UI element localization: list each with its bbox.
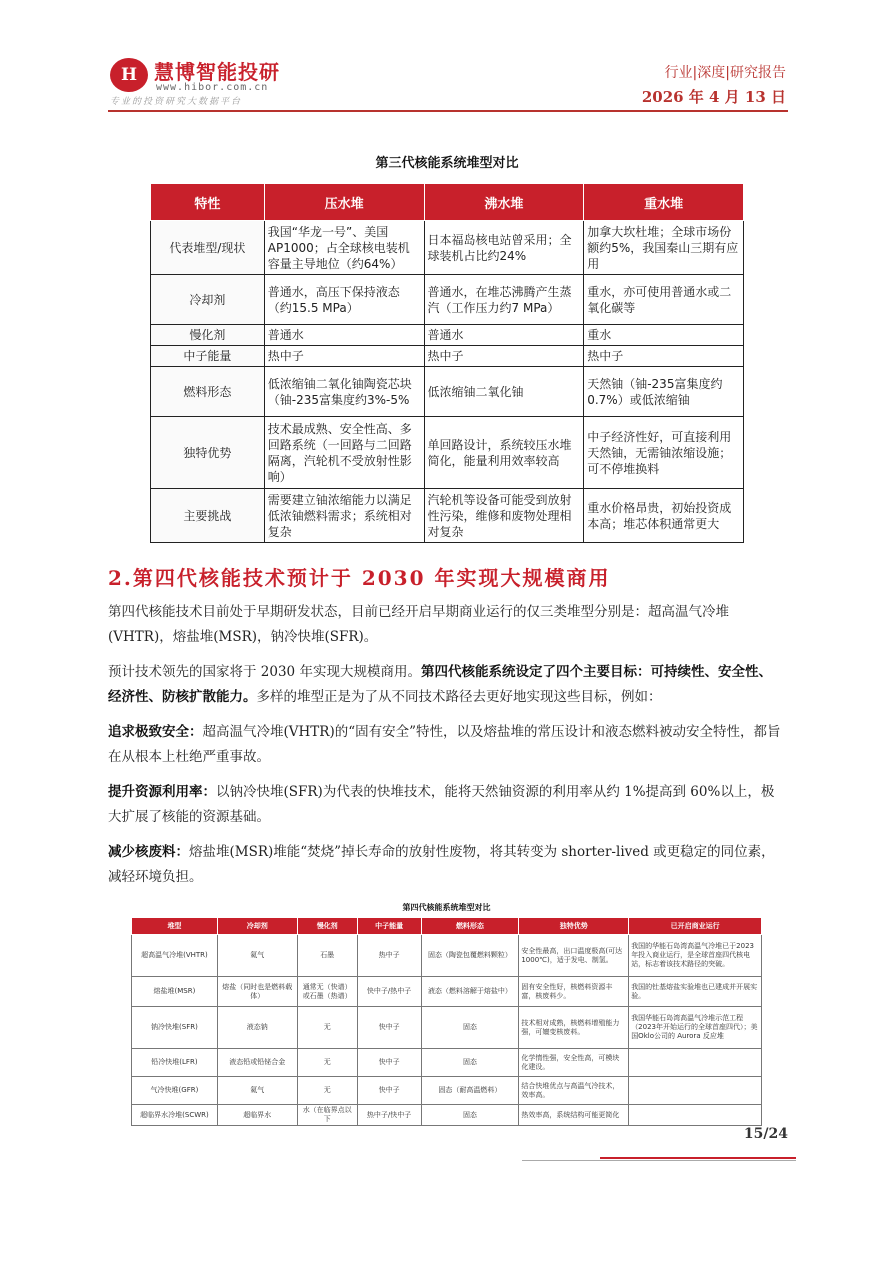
table-cell: 热中子/快中子: [357, 1105, 421, 1126]
table-cell: 无: [297, 1007, 357, 1049]
table-row: [132, 1007, 762, 1049]
table-cell: 结合快堆优点与高温气冷技术，效率高。: [519, 1077, 629, 1105]
table-cell: 铅冷快堆(LFR): [132, 1049, 218, 1077]
table-cell: 氦气: [217, 935, 297, 977]
table-header-row: [151, 184, 744, 221]
table-cell: 超临界水冷堆(SCWR): [132, 1105, 218, 1126]
table-header-cell: 独特优势: [519, 918, 629, 935]
footer-divider: [522, 1160, 796, 1161]
table-header-cell: 慢化剂: [297, 918, 357, 935]
paragraph-goals: [108, 660, 784, 710]
table-header-cell: 沸水堆: [424, 184, 584, 221]
table-row: [151, 275, 744, 325]
table-cell: [629, 1105, 762, 1126]
goals-lead: 预计技术领先的国家将于 2030 年实现大规模商用。: [108, 664, 421, 680]
table-row: [151, 367, 744, 417]
table-cell: 普通水: [264, 325, 424, 346]
table-cell: 液态钠: [217, 1007, 297, 1049]
table-row: [151, 417, 744, 489]
table-cell: 无: [297, 1077, 357, 1105]
table-header-cell: 冷却剂: [217, 918, 297, 935]
row-header-cell: 冷却剂: [151, 275, 265, 325]
table-cell: 快中子: [357, 1049, 421, 1077]
table-cell: 汽轮机等设备可能受到放射性污染，维修和废物处理相对复杂: [424, 489, 584, 543]
table-cell: 热中子: [424, 346, 584, 367]
table-cell: 天然铀（铀-235富集度约0.7%）或低浓缩铀: [584, 367, 744, 417]
table-header-cell: 已开启商业运行: [629, 918, 762, 935]
table-cell: 石墨: [297, 935, 357, 977]
goals-emphasis: 第四代核能系统设定了四个主要目标：可持续性、安全性、经济性、防核扩散能力。: [108, 664, 772, 705]
table-cell: 普通水，在堆芯沸腾产生蒸汽（工作压力约7 MPa）: [424, 275, 584, 325]
paragraph-safety: [108, 720, 784, 770]
table-cell: [629, 1077, 762, 1105]
table-cell: 水（在临界点以下: [297, 1105, 357, 1126]
table-cell: 固态: [421, 1049, 519, 1077]
row-header-cell: 中子能量: [151, 346, 265, 367]
logo: [110, 54, 300, 107]
paragraph-waste: [108, 840, 784, 890]
table-cell: 通常无（快谱）或石墨（热谱）: [297, 977, 357, 1007]
table-cell: 技术最成熟、安全性高、多回路系统（一回路与二回路隔离，汽轮机不受放射性影响）: [264, 417, 424, 489]
report-date: 2026 年 4 月 13 日: [641, 88, 786, 106]
footer-accent-line: [600, 1157, 796, 1159]
table-cell: 我国华能石岛湾高温气冷堆示范工程（2023年开始运行的全球首座四代）；美国Oklo公司的 Aurora 反应堆: [629, 1007, 762, 1049]
table-cell: 重水，亦可使用普通水或二氧化碳等: [584, 275, 744, 325]
row-header-cell: 慢化剂: [151, 325, 265, 346]
table-cell: 无: [297, 1049, 357, 1077]
table1-title: 第三代核能系统堆型对比: [375, 156, 519, 171]
table-cell: 安全性最高，出口温度极高(可达1000℃)，适于发电、制氢。: [519, 935, 629, 977]
header-divider: [108, 110, 788, 112]
table-header-cell: 中子能量: [357, 918, 421, 935]
table-cell: 固有安全性好，核燃料资源丰富，核废料少。: [519, 977, 629, 1007]
table-row: [151, 325, 744, 346]
table-cell: 需要建立铀浓缩能力以满足低浓铀燃料需求；系统相对复杂: [264, 489, 424, 543]
paragraph-resource: [108, 780, 784, 830]
table-header-cell: 堆型: [132, 918, 218, 935]
logo-url: www.hibor.com.cn: [156, 82, 269, 93]
table-cell: 固态: [421, 1007, 519, 1049]
table-cell: 气冷快堆(GFR): [132, 1077, 218, 1105]
table-cell: 加拿大坎杜堆；全球市场份额约5%，我国秦山三期有应用: [584, 221, 744, 275]
table-row: [151, 489, 744, 543]
table-cell: 超高温气冷堆(VHTR): [132, 935, 218, 977]
section-heading: 2.第四代核能技术预计于 2030 年实现大规模商用: [108, 566, 611, 590]
goals-tail: 多样的堆型正是为了从不同技术路径去更好地实现这些目标，例如：: [256, 689, 662, 705]
table-cell: 热中子: [357, 935, 421, 977]
table-cell: 普通水，高压下保持液态（约15.5 MPa）: [264, 275, 424, 325]
table-cell: 低浓缩铀二氧化铀: [424, 367, 584, 417]
table-row: [151, 221, 744, 275]
table-cell: 我国“华龙一号”、美国AP1000；占全球核电装机容量主导地位（约64%）: [264, 221, 424, 275]
table-cell: 钠冷快堆(SFR): [132, 1007, 218, 1049]
gen4-comparison-table: [131, 917, 762, 1126]
waste-label: 减少核废料：: [108, 844, 189, 860]
table-cell: 超临界水: [217, 1105, 297, 1126]
table-cell: 中子经济性好，可直接利用天然铀，无需铀浓缩设施；可不停堆换料: [584, 417, 744, 489]
table-header-cell: 重水堆: [584, 184, 744, 221]
table-row: [132, 1049, 762, 1077]
table-header-cell: 特性: [151, 184, 265, 221]
resource-text: 以钠冷快堆(SFR)为代表的快堆技术，能将天然铀资源的利用率从约 1%提高到 60%以上，极大扩展了核能的资源基础。: [108, 784, 775, 825]
table-cell: [629, 1049, 762, 1077]
table-cell: 日本福岛核电站曾采用；全球装机占比约24%: [424, 221, 584, 275]
table-cell: 化学惰性强，安全性高，可模块化建设。: [519, 1049, 629, 1077]
table-cell: 重水: [584, 325, 744, 346]
row-header-cell: 代表堆型/现状: [151, 221, 265, 275]
paragraph-intro: 第四代核能技术目前处于早期研发状态，目前已经开启早期商业运行的仅三类堆型分别是：超高温气冷堆(VHTR)，熔盐堆(MSR)，钠冷快堆(SFR)。: [108, 604, 729, 645]
table2-title: 第四代核能系统堆型对比: [402, 903, 491, 912]
table-row: [132, 1105, 762, 1126]
header-info: [642, 62, 786, 107]
row-header-cell: 独特优势: [151, 417, 265, 489]
gen3-comparison-table: [150, 183, 744, 543]
table-cell: 普通水: [424, 325, 584, 346]
table-cell: 固态: [421, 1105, 519, 1126]
table-cell: 液态（燃料溶解于熔盐中）: [421, 977, 519, 1007]
row-header-cell: 主要挑战: [151, 489, 265, 543]
table-row: [132, 977, 762, 1007]
table-cell: 氦气: [217, 1077, 297, 1105]
table-cell: 我国的钍基熔盐实验堆也已建成并开展实验。: [629, 977, 762, 1007]
table-cell: 快中子: [357, 1007, 421, 1049]
table-header-cell: 压水堆: [264, 184, 424, 221]
table-row: [132, 935, 762, 977]
table-cell: 我国的华能石岛湾高温气冷堆已于2023年投入商业运行，是全球首座四代核电站，标志着该技术路径的突破。: [629, 935, 762, 977]
waste-text: 熔盐堆(MSR)堆能“焚烧”掉长寿命的放射性废物，将其转变为 shorter-lived 或更稳定的同位素，减轻环境负担。: [108, 844, 775, 885]
logo-slogan: 专业的投资研究大数据平台: [110, 97, 243, 107]
table-header-cell: 燃料形态: [421, 918, 519, 935]
table-cell: 热中子: [584, 346, 744, 367]
logo-mark-icon: H: [110, 58, 148, 92]
table-cell: 重水价格昂贵，初始投资成本高；堆芯体积通常更大: [584, 489, 744, 543]
page-number: 15/24: [743, 1126, 788, 1142]
table-cell: 热中子: [264, 346, 424, 367]
table-row: [151, 346, 744, 367]
safety-label: 追求极致安全：: [108, 724, 203, 740]
row-header-cell: 燃料形态: [151, 367, 265, 417]
table-cell: 液态铅或铅铋合金: [217, 1049, 297, 1077]
table-cell: 快中子: [357, 1077, 421, 1105]
table-cell: 快中子/热中子: [357, 977, 421, 1007]
table-cell: 固态（耐高温燃料）: [421, 1077, 519, 1105]
table-cell: 热效率高，系统结构可能更简化: [519, 1105, 629, 1126]
table-cell: 单回路设计，系统较压水堆简化，能量利用效率较高: [424, 417, 584, 489]
table-cell: 熔盐堆(MSR): [132, 977, 218, 1007]
table-cell: 固态（陶瓷包覆燃料颗粒）: [421, 935, 519, 977]
logo-name: 慧博智能投研: [154, 60, 280, 84]
table-cell: 技术相对成熟，核燃料增殖能力强，可嬗变核废料。: [519, 1007, 629, 1049]
report-tag: 行业|深度|研究报告: [664, 65, 786, 81]
table-row: [132, 1077, 762, 1105]
table-cell: 低浓缩铀二氧化铀陶瓷芯块（铀-235富集度约3%-5%: [264, 367, 424, 417]
table-header-row: [132, 918, 762, 935]
resource-label: 提升资源利用率：: [108, 784, 216, 800]
safety-text: 超高温气冷堆(VHTR)的“固有安全”特性，以及熔盐堆的常压设计和液态燃料被动安全特性，都旨在从根本上杜绝严重事故。: [108, 724, 781, 765]
table-cell: 熔盐（同时也是燃料载体）: [217, 977, 297, 1007]
